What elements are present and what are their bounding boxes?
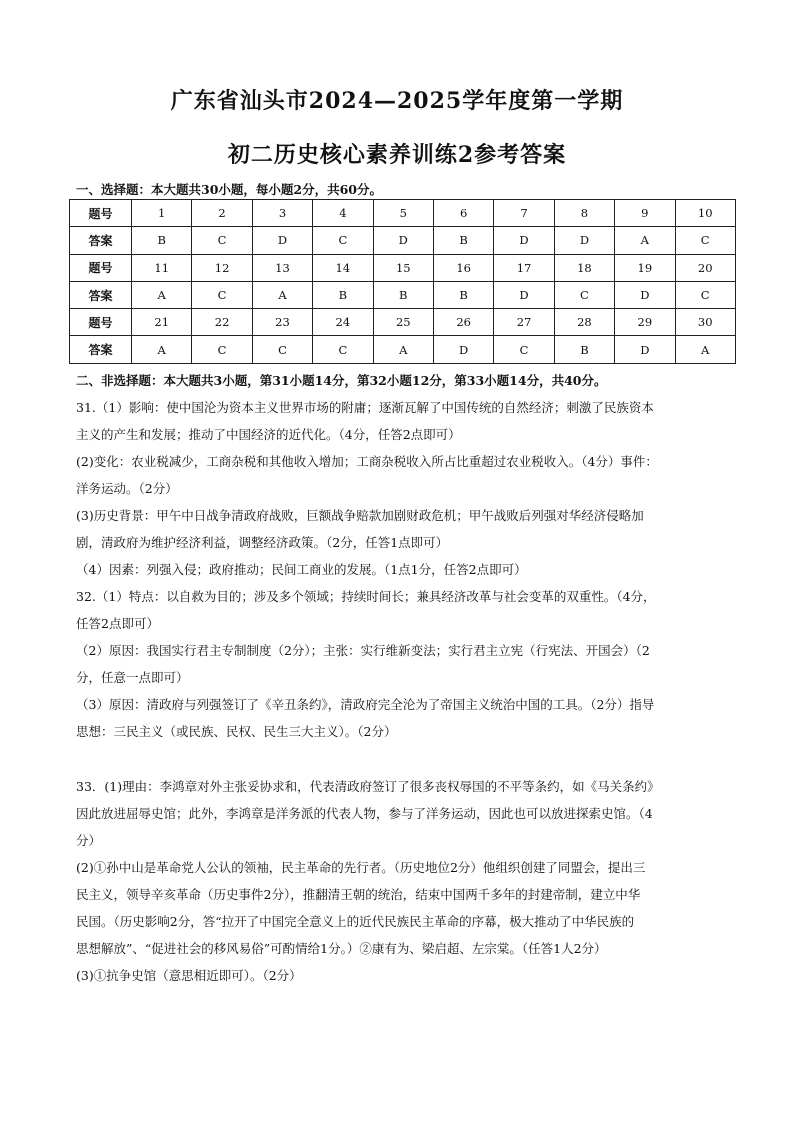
table-cell: 6	[433, 200, 493, 227]
table-cell: 13	[252, 254, 312, 281]
answer-line: (2)①孙中山是革命党人公认的领袖，民主革命的先行者。（历史地位2分）他组织创建了同盟会，提出三	[76, 860, 646, 875]
answer-line: 剧，清政府为维护经济利益，调整经济政策。（2分，任答1点即可）	[76, 535, 449, 550]
question-32-answer	[76, 583, 726, 745]
answer-line: (3)①抗争史馆（意思相近即可）。（2分）	[76, 968, 302, 983]
table-cell: D	[615, 281, 675, 308]
table-cell: 29	[615, 309, 675, 336]
table-cell: C	[313, 227, 373, 254]
table-row	[70, 309, 736, 336]
table-cell: 22	[192, 309, 252, 336]
table-cell: B	[313, 281, 373, 308]
answer-table	[69, 199, 736, 364]
title-line-2: 初二历史核心素养训练2参考答案	[227, 142, 567, 168]
row-label: 答案	[70, 336, 132, 363]
table-cell: 11	[132, 254, 192, 281]
answer-line: 主义的产生和发展；推动了中国经济的近代化。（4分，任答2点即可）	[76, 427, 461, 442]
table-cell: 7	[494, 200, 554, 227]
table-cell: C	[675, 281, 735, 308]
answer-line: 任答2点即可）	[76, 616, 159, 631]
row-label: 答案	[70, 227, 132, 254]
table-cell: B	[433, 281, 493, 308]
table-cell: 28	[554, 309, 614, 336]
table-cell: 20	[675, 254, 735, 281]
table-cell: D	[494, 281, 554, 308]
table-cell: A	[132, 281, 192, 308]
table-row	[70, 200, 736, 227]
answer-line: (2)变化：农业税减少，工商杂税和其他收入增加；工商杂税收入所占比重超过农业税收入。（4分）事件：	[76, 454, 658, 469]
table-cell: 24	[313, 309, 373, 336]
table-cell: B	[433, 227, 493, 254]
answer-line: （2）原因：我国实行君主专制制度（2分）；主张：实行维新变法；实行君主立宪（行宪法、开国会）（2	[76, 643, 650, 658]
table-cell: D	[373, 227, 433, 254]
table-cell: 18	[554, 254, 614, 281]
table-cell: C	[192, 336, 252, 363]
section-1-heading: 一、选择题：本大题共30小题，每小题2分，共60分。	[76, 182, 382, 197]
answer-line: （3）原因：清政府与列强签订了《辛丑条约》，清政府完全沦为了帝国主义统治中国的工具。（2分）指导	[76, 697, 655, 712]
table-cell: 21	[132, 309, 192, 336]
answer-line: （4）因素：列强入侵；政府推动；民间工商业的发展。（1点1分，任答2点即可）	[76, 562, 527, 577]
table-cell: D	[433, 336, 493, 363]
answer-line: 民主义，领导辛亥革命（历史事件2分），推翻清王朝的统治，结束中国两千多年的封建帝制，建立中华	[76, 887, 641, 902]
table-row	[70, 336, 736, 363]
table-cell: C	[313, 336, 373, 363]
table-cell: 30	[675, 309, 735, 336]
table-cell: 5	[373, 200, 433, 227]
question-31-answer	[76, 394, 726, 583]
answer-line: 思想解放”、“促进社会的移风易俗”可酌情给1分。）②康有为、梁启超、左宗棠。（任答1人2分）	[76, 941, 607, 956]
table-cell: A	[615, 227, 675, 254]
answer-line: 32.（1）特点：以自救为目的；涉及多个领域；持续时间长；兼具经济改革与社会变革的双重性。（4分，	[76, 589, 656, 604]
answer-line: 洋务运动。（2分）	[76, 481, 178, 496]
table-cell: 16	[433, 254, 493, 281]
section-2-heading: 二、非选择题：本大题共3小题，第31小题14分，第32小题12分，第33小题14分，共40分。	[76, 373, 607, 388]
table-cell: 1	[132, 200, 192, 227]
row-label: 题号	[70, 200, 132, 227]
table-cell: C	[192, 227, 252, 254]
table-cell: A	[132, 336, 192, 363]
table-cell: 10	[675, 200, 735, 227]
row-label: 答案	[70, 281, 132, 308]
table-cell: D	[615, 336, 675, 363]
table-cell: 9	[615, 200, 675, 227]
table-cell: B	[132, 227, 192, 254]
table-cell: A	[675, 336, 735, 363]
table-cell: 25	[373, 309, 433, 336]
table-cell: 17	[494, 254, 554, 281]
table-cell: 26	[433, 309, 493, 336]
table-cell: A	[252, 281, 312, 308]
title-line-1: 广东省汕头市2024—2025学年度第一学期	[170, 88, 624, 114]
table-cell: 19	[615, 254, 675, 281]
table-row	[70, 254, 736, 281]
table-cell: C	[252, 336, 312, 363]
table-cell: 12	[192, 254, 252, 281]
answer-line: 因此放进屈辱史馆；此外，李鸿章是洋务派的代表人物，参与了洋务运动，因此也可以放进探索史馆。（4	[76, 806, 653, 821]
table-row	[70, 227, 736, 254]
table-cell: B	[554, 336, 614, 363]
answer-line: 思想：三民主义（或民族、民权、民生三大主义）。（2分）	[76, 724, 397, 739]
answer-line: 31.（1）影响：使中国沦为资本主义世界市场的附庸；逐渐瓦解了中国传统的自然经济；刺激了民族资本	[76, 400, 654, 415]
table-cell: D	[554, 227, 614, 254]
table-cell: D	[494, 227, 554, 254]
question-33-answer	[76, 773, 726, 989]
table-cell: 14	[313, 254, 373, 281]
table-cell: 27	[494, 309, 554, 336]
table-cell: 15	[373, 254, 433, 281]
table-cell: 3	[252, 200, 312, 227]
table-cell: C	[675, 227, 735, 254]
answer-line: 分）	[76, 833, 102, 848]
row-label: 题号	[70, 309, 132, 336]
table-cell: C	[192, 281, 252, 308]
table-cell: C	[494, 336, 554, 363]
table-cell: 8	[554, 200, 614, 227]
answer-line: (3)历史背景：甲午中日战争清政府战败，巨额战争赔款加剧财政危机；甲午战败后列强对华经济侵略加	[76, 508, 644, 523]
answer-line: 民国。（历史影响2分，答“拉开了中国完全意义上的近代民族民主革命的序幕，极大推动了中华民族的	[76, 914, 635, 929]
table-cell: 4	[313, 200, 373, 227]
table-cell: A	[373, 336, 433, 363]
table-row	[70, 281, 736, 308]
table-cell: D	[252, 227, 312, 254]
answer-line: 分，任意一点即可）	[76, 670, 189, 685]
table-cell: B	[373, 281, 433, 308]
row-label: 题号	[70, 254, 132, 281]
table-cell: C	[554, 281, 614, 308]
answer-line: 33．(1)理由：李鸿章对外主张妥协求和，代表清政府签订了很多丧权辱国的不平等条约，如《马关条约》	[76, 779, 660, 794]
table-cell: 23	[252, 309, 312, 336]
table-cell: 2	[192, 200, 252, 227]
